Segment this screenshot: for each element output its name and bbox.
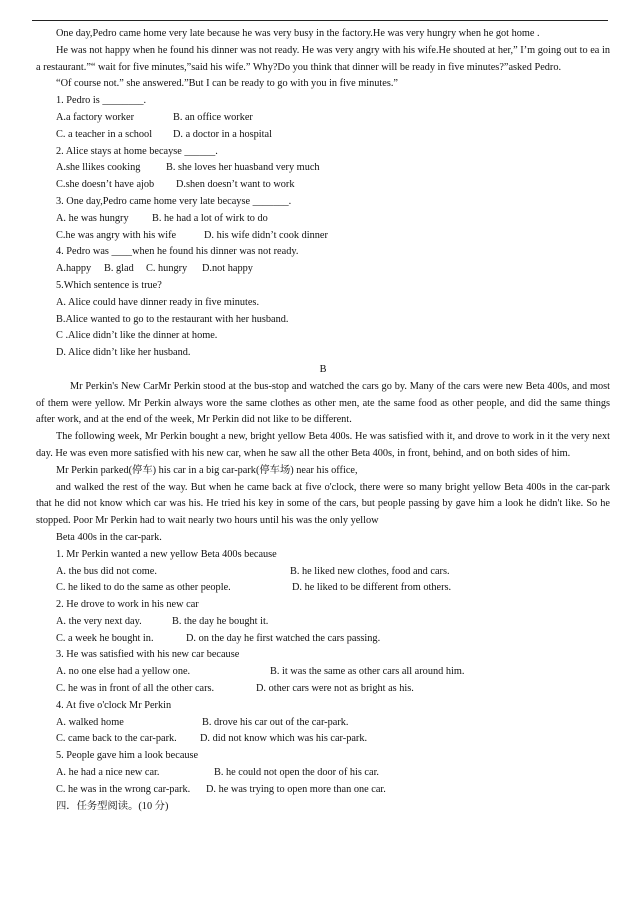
- option: B. the day he bought it.: [172, 615, 269, 627]
- option: D.shen doesn’t want to work: [176, 179, 295, 191]
- b-q2-options-2: [36, 631, 610, 648]
- passage-a-para-2: He was not happy when he found his dinner was not ready. He was very angry with his wife.He shouted at her,” I’m going out to ea in a restaurant.”“ wait for five minutes,”said his wife.” Why?Do you think that dinner will be ready in five minutes?”asked Pedro.: [36, 44, 610, 73]
- b-q3-options-2: [36, 681, 610, 698]
- option: D. he liked to be different from others.: [292, 582, 452, 594]
- option: C. hungry: [146, 263, 188, 275]
- b-q4-options: [36, 715, 610, 732]
- b-q3-stem: 3. He was satisfied with his new car because: [56, 649, 240, 661]
- option: D. on the day he first watched the cars passing.: [186, 632, 381, 644]
- option: A.happy: [56, 263, 92, 275]
- option: D. did not know which was his car-park.: [200, 733, 368, 745]
- option: B. drove his car out of the car-park.: [202, 716, 349, 728]
- a-q3-options-2: [36, 228, 610, 245]
- option: B. it was the same as other cars all around him.: [270, 666, 465, 678]
- b-q5-options-2: [36, 782, 610, 799]
- option: C.he was angry with his wife: [56, 229, 177, 241]
- passage-b-para-4: and walked the rest of the way. But when he came back at five o'clock, there were so many bright yellow Beta 400s in the car-park that he did not know which car was his. He tried his key in some of the cars, but people passing by gave him a look he didn't like. So he stopped. Poor Mr Perkin had to wait nearly two hours until his was the only yellow: [36, 481, 610, 527]
- option: C. he was in front of all the other cars.: [56, 683, 215, 695]
- option: D. a doctor in a hospital: [173, 128, 272, 140]
- passage-b-para-1: Mr Perkin's New CarMr Perkin stood at the bus-stop and watched the cars go by. Many of the cars were new Beta 400s, and most of them were yellow. Mr Perkin always wore the same clothes as other men, ate the same food as other people, and did the same things after work, and at the end of the week, Mr Perkin did not like to be different.: [36, 380, 610, 426]
- option: C. a teacher in a school: [56, 128, 153, 140]
- option: A.a factory worker: [56, 111, 135, 123]
- a-q3-options: [36, 211, 610, 228]
- option: C. he liked to do the same as other people.: [56, 582, 231, 594]
- passage-b-para-5: Beta 400s in the car-park.: [56, 531, 162, 543]
- a-q2-options: [36, 160, 610, 177]
- option: A. the very next day.: [56, 615, 142, 627]
- b-q1-options-2: [36, 580, 610, 597]
- passage-b-para-3: Mr Perkin parked(停车) his car in a big car-park(停车场) near his office,: [56, 464, 358, 476]
- a-q5-option-a: A. Alice could have dinner ready in five minutes.: [56, 296, 260, 308]
- a-q1-options-2: [36, 127, 610, 144]
- option: B. he could not open the door of his car.: [214, 767, 380, 779]
- option: A. he had a nice new car.: [56, 767, 160, 779]
- section-four-heading: 四．任务型阅读。(10 分): [56, 800, 169, 812]
- option: C.she doesn’t have ajob: [56, 179, 155, 191]
- b-q3-options: [36, 664, 610, 681]
- a-q2-stem: 2. Alice stays at home becayse ______.: [56, 145, 218, 157]
- option: B. he liked new clothes, food and cars.: [290, 565, 450, 577]
- b-q1-stem: 1. Mr Perkin wanted a new yellow Beta 400s because: [56, 548, 277, 560]
- a-q1-stem: 1. Pedro is ________.: [56, 95, 147, 107]
- a-q5-option-d: D. Alice didn’t like her husband.: [56, 347, 191, 359]
- a-q5-option-b: B.Alice wanted to go to the restaurant with her husband.: [56, 313, 289, 325]
- a-q5-stem: 5.Which sentence is true?: [56, 279, 162, 291]
- passage-b-label: B: [319, 363, 327, 375]
- b-q5-options: [36, 765, 610, 782]
- a-q2-options-2: [36, 177, 610, 194]
- b-q4-options-2: [36, 731, 610, 748]
- a-q5-option-c: C .Alice didn’t like the dinner at home.: [56, 330, 218, 342]
- a-q4-options: [36, 261, 610, 278]
- b-q1-options: [36, 564, 610, 581]
- option: A. he was hungry: [56, 212, 129, 224]
- top-rule: [32, 20, 608, 21]
- option: C. he was in the wrong car-park.: [56, 783, 191, 795]
- a-q4-stem: 4. Pedro was ____when he found his dinner was not ready.: [56, 246, 299, 258]
- option: B. an office worker: [173, 111, 253, 123]
- passage-b-para-2: The following week, Mr Perkin bought a new, bright yellow Beta 400s. He was satisfied with it, and drove to work in it the very next day. He was even more satisfied with his new car, when he saw all the other Beta 400s, in front, behind, and on both sides of him.: [36, 431, 610, 459]
- option: D. other cars were not as bright as his.: [256, 683, 414, 695]
- b-q2-options: [36, 614, 610, 631]
- option: A. no one else had a yellow one.: [56, 666, 191, 678]
- option: C. came back to the car-park.: [56, 733, 177, 745]
- option: D.not happy: [202, 263, 253, 275]
- option: B. she loves her huasband very much: [166, 162, 320, 174]
- option: A.she llikes cooking: [56, 162, 141, 174]
- option: D. his wife didn’t cook dinner: [204, 229, 328, 241]
- passage-a-para-3: “Of course not.” she answered.”But I can be ready to go with you in five minutes.”: [56, 78, 398, 90]
- passage-a-para-1: One day,Pedro came home very late because he was very busy in the factory.He was very hungry when he got home .: [56, 28, 540, 39]
- a-q3-stem: 3. One day,Pedro came home very late becayse _______.: [56, 195, 292, 207]
- option: D. he was trying to open more than one car.: [206, 783, 386, 795]
- b-q5-stem: 5. People gave him a look because: [56, 750, 199, 762]
- option: B. he had a lot of wirk to do: [152, 212, 268, 224]
- option: A. walked home: [56, 716, 124, 728]
- option: B. glad: [104, 263, 134, 275]
- b-q4-stem: 4. At five o'clock Mr Perkin: [56, 699, 172, 711]
- option: A. the bus did not come.: [56, 565, 157, 577]
- a-q1-options: [36, 110, 610, 127]
- option: C. a week he bought in.: [56, 632, 154, 644]
- page-content: [36, 26, 610, 815]
- b-q2-stem: 2. He drove to work in his new car: [56, 599, 199, 611]
